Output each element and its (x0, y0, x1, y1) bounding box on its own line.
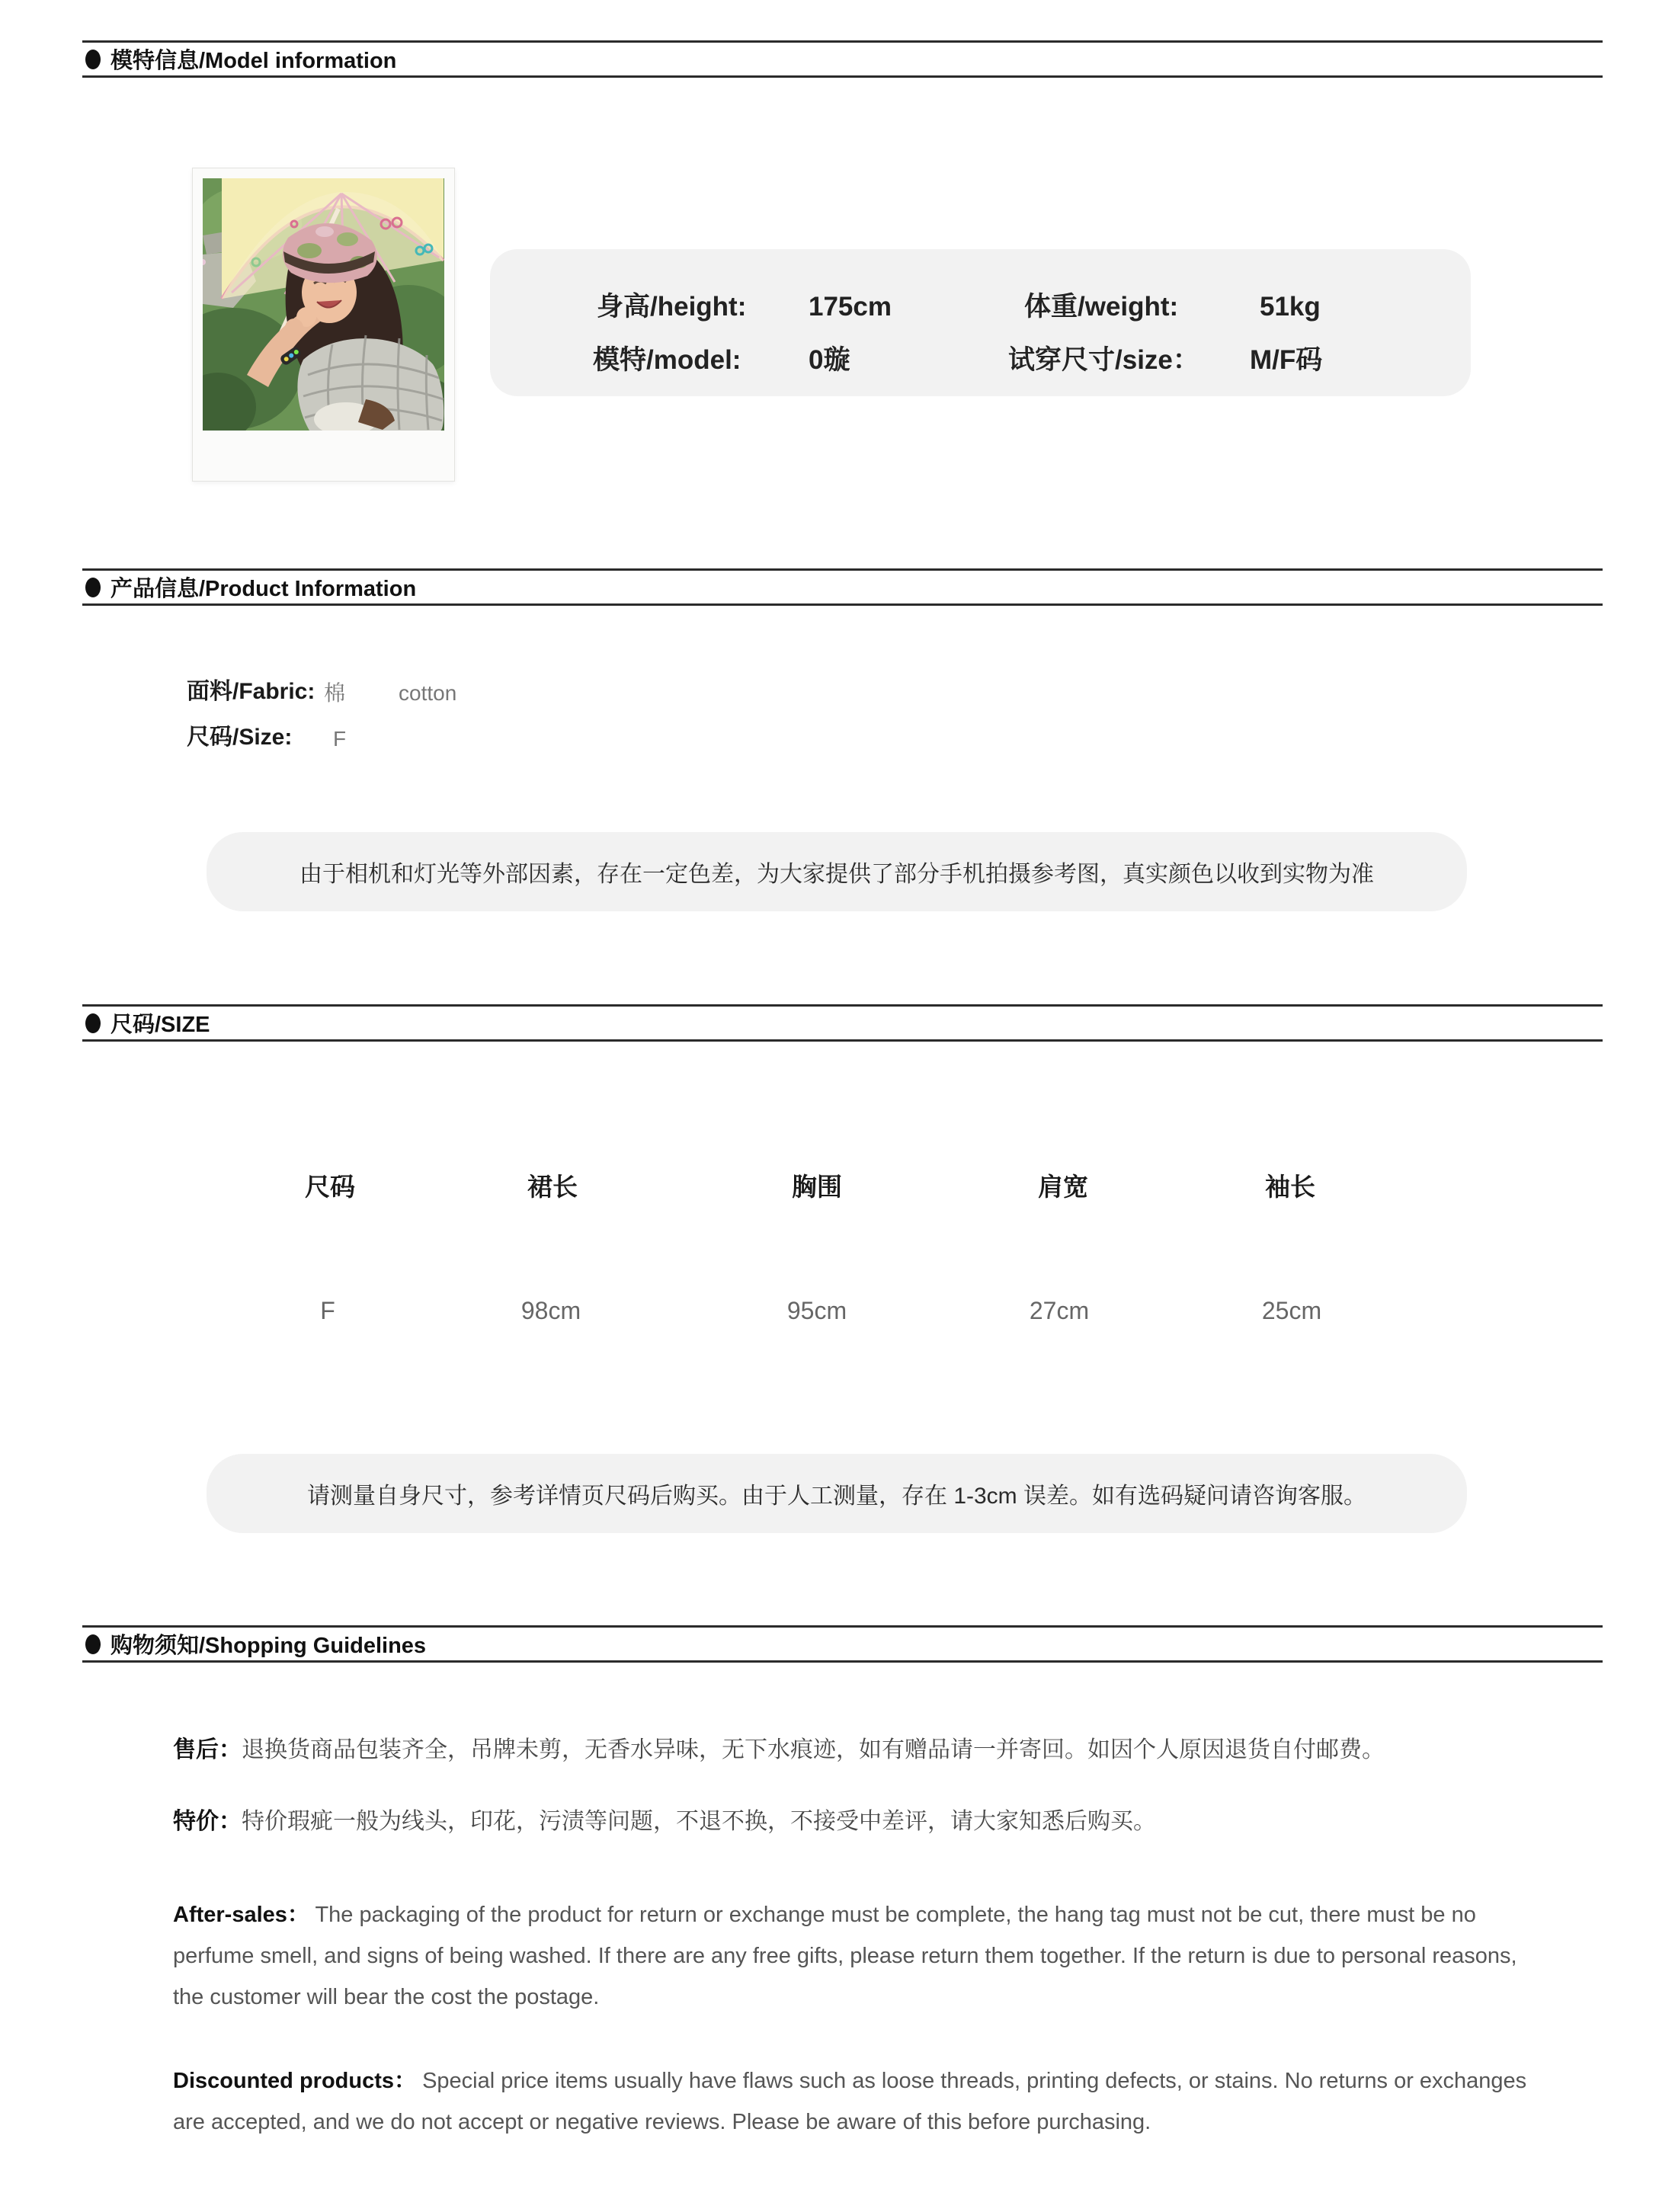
model-photo-polaroid (192, 168, 455, 482)
fabric-label: 面料/Fabric: (187, 679, 315, 704)
fitting-size-label: 试穿尺寸/size： (1008, 345, 1199, 375)
section-title: 购物须知/Shopping Guidelines (110, 1634, 427, 1658)
size-table-cell: 25cm (1261, 1297, 1322, 1324)
model-stats-panel (490, 249, 1471, 396)
discount-en-paragraph (173, 2060, 1537, 2143)
size-table-cell: 95cm (786, 1297, 847, 1324)
color-difference-note (207, 832, 1467, 911)
size-table-header: 袖长 (1265, 1173, 1315, 1201)
section-divider (82, 603, 1603, 606)
size-table-cell: 27cm (1029, 1297, 1090, 1324)
discount-en-text: Special price items usually have flaws such as loose threads, printing defects, or stains. No returns or exchanges are accepted, and we do not accept or negative reviews. Please be aware of this before purchasing. (173, 2069, 1527, 2134)
after-sales-cn-paragraph (173, 1730, 1537, 1771)
fabric-value-cn: 棉 (324, 681, 346, 705)
model-name-value: 0璇 (809, 345, 850, 375)
after-sales-en-text: The packaging of the product for return or exchange must be complete, the hang tag must not be cut, there must be no perfume smell, and signs of being washed. If there are any free gifts, please return them together. If the return is due to personal reasons, the customer will bear the cost the postage. (173, 1903, 1517, 2009)
section-bullet-icon (85, 50, 101, 69)
after-sales-cn-label: 售后： (173, 1737, 242, 1762)
section-bullet-icon (85, 1013, 101, 1033)
measure-note (207, 1454, 1467, 1533)
size-table-header: 尺码 (305, 1173, 355, 1201)
after-sales-cn-text: 退换货商品包装齐全，吊牌未剪，无香水异味，无下水痕迹，如有赠品请一并寄回。如因个人原因退货自付邮费。 (242, 1737, 1385, 1762)
after-sales-en-label: After-sales： (173, 1903, 309, 1927)
model-photo (203, 178, 444, 431)
height-label: 身高/height: (597, 292, 747, 322)
discount-en-label: Discounted products： (173, 2069, 417, 2093)
size-table-header: 裙长 (527, 1173, 578, 1201)
section-title: 尺码/SIZE (110, 1013, 210, 1037)
discount-cn-label: 特价： (173, 1809, 242, 1834)
size-table-header: 胸围 (792, 1173, 842, 1201)
section-header-guidelines (85, 1628, 426, 1660)
size-table-cell: F (320, 1297, 335, 1324)
section-header-model (85, 43, 396, 75)
section-divider (82, 1039, 1603, 1042)
color-difference-note-text: 由于相机和灯光等外部因素，存在一定色差，为大家提供了部分手机拍摄参考图，真实颜色以收到实物为准 (299, 862, 1374, 887)
section-divider (82, 1004, 1603, 1007)
weight-label: 体重/weight: (1024, 292, 1179, 322)
size-table-cell: 98cm (520, 1297, 581, 1324)
section-divider (82, 1660, 1603, 1663)
section-title: 产品信息/Product Information (110, 577, 417, 601)
discount-cn-text: 特价瑕疵一般为线头，印花，污渍等问题，不退不换，不接受中差评，请大家知悉后购买。 (242, 1809, 1156, 1834)
after-sales-en-paragraph (173, 1894, 1537, 2018)
measure-note-text: 请测量自身尺寸，参考详情页尺码后购买。由于人工测量，存在 1-3cm 误差。如有选码疑问请咨询客服。 (306, 1484, 1367, 1509)
size-table-header: 肩宽 (1038, 1173, 1088, 1201)
weight-value: 51kg (1260, 292, 1321, 322)
fabric-value-en: cotton (399, 681, 457, 705)
section-header-size (85, 1007, 210, 1039)
section-header-product (85, 571, 416, 603)
model-photo-illustration (203, 178, 444, 431)
section-divider (82, 75, 1603, 78)
section-title: 模特信息/Model information (110, 49, 397, 73)
size-label: 尺码/Size: (187, 725, 293, 750)
size-value: F (333, 727, 347, 751)
discount-cn-paragraph (173, 1801, 1537, 1842)
height-value: 175cm (809, 292, 892, 322)
fitting-size-value: M/F码 (1250, 345, 1323, 375)
section-bullet-icon (85, 1634, 101, 1654)
section-bullet-icon (85, 578, 101, 597)
model-name-label: 模特/model: (593, 345, 741, 375)
